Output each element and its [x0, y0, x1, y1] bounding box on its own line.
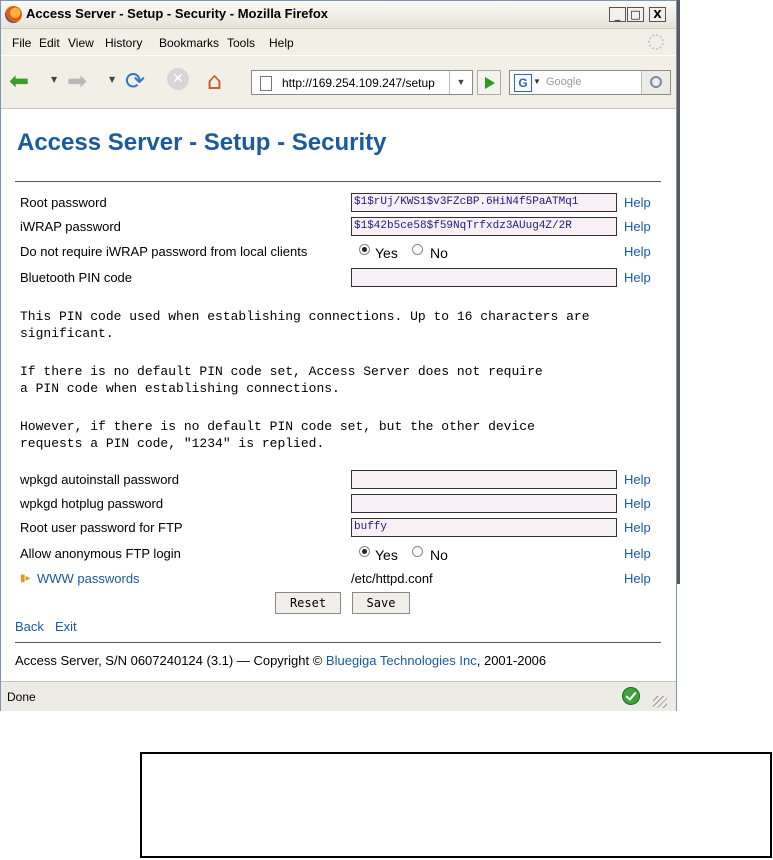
back-arrow-icon[interactable]: ⬅	[9, 67, 30, 95]
pin-info-line: a PIN code when establishing connections.	[20, 381, 340, 396]
url-text[interactable]: http://169.254.109.247/setup	[282, 76, 435, 90]
home-icon[interactable]: ⌂	[207, 67, 223, 95]
root-password-row	[20, 193, 660, 215]
menu-file[interactable]: File	[12, 36, 32, 50]
close-button[interactable]: X	[649, 7, 666, 22]
search-box[interactable]	[509, 70, 671, 95]
no-radio-label: No	[430, 245, 448, 261]
reload-icon[interactable]: ⟳	[125, 67, 146, 95]
pin-info-line: This PIN code used when establishing connections. Up to 16 characters are	[20, 309, 590, 324]
help-link[interactable]: Help	[624, 546, 651, 561]
wpkgd-hotplug-field[interactable]	[351, 494, 617, 513]
local-clients-label: Do not require iWRAP password from local clients	[20, 244, 308, 259]
engine-dropdown-icon[interactable]: ▼	[533, 77, 541, 86]
no-radio[interactable]	[412, 546, 423, 557]
help-link[interactable]: Help	[624, 195, 651, 210]
status-bar	[1, 681, 676, 711]
footer-years: , 2001-2006	[476, 653, 547, 668]
throbber-icon	[648, 34, 664, 50]
minimize-button[interactable]: _	[609, 7, 626, 22]
google-engine-icon[interactable]: G	[514, 74, 532, 92]
menu-bar	[1, 29, 676, 55]
status-text: Done	[7, 690, 36, 704]
window-title: Access Server - Setup - Security - Mozilla Firefox	[26, 6, 328, 21]
iwrap-password-row	[20, 217, 660, 239]
maximize-button[interactable]: □	[627, 7, 644, 22]
anonymous-ftp-row	[20, 544, 660, 566]
menu-tools[interactable]: Tools	[227, 36, 256, 50]
url-dropdown-icon[interactable]: ▼	[449, 71, 472, 94]
pin-code-field[interactable]	[351, 268, 617, 287]
title-bar	[1, 1, 676, 29]
url-bar[interactable]	[251, 70, 473, 95]
no-radio-label: No	[430, 547, 448, 563]
no-radio[interactable]	[412, 244, 423, 255]
go-button[interactable]	[477, 70, 501, 95]
forward-dropdown-icon[interactable]: ▼	[109, 75, 116, 84]
menu-view[interactable]: View	[68, 36, 94, 50]
forward-arrow-icon[interactable]: ➡	[67, 67, 88, 95]
pin-code-label: Bluetooth PIN code	[20, 270, 133, 285]
iwrap-password-field[interactable]: $1$42b5ce58$f59NqTrfxdz3AUug4Z/2R	[351, 217, 617, 236]
ftp-password-row	[20, 518, 660, 540]
pin-info-line: However, if there is no default PIN code set, but the other device	[20, 419, 535, 434]
root-password-field[interactable]: $1$rUj/KWS1$v3FZcBP.6HiN4f5PaATMq1	[351, 193, 617, 212]
page-title: Access Server - Setup - Security	[17, 129, 387, 156]
yes-radio-label: Yes	[375, 245, 398, 261]
save-button[interactable]: Save	[352, 592, 410, 614]
anonymous-ftp-label: Allow anonymous FTP login	[20, 546, 181, 561]
firefox-logo-icon	[5, 6, 22, 23]
back-link[interactable]: Back	[15, 619, 44, 634]
bluegiga-link[interactable]: Bluegiga Technologies Inc	[325, 653, 477, 668]
help-link[interactable]: Help	[624, 520, 651, 535]
wpkgd-hotplug-label: wpkgd hotplug password	[20, 496, 164, 511]
empty-box	[140, 752, 772, 858]
footer	[15, 653, 546, 668]
reset-button[interactable]: Reset	[275, 592, 341, 614]
stop-icon[interactable]: ✕	[167, 68, 189, 90]
ftp-password-label: Root user password for FTP	[20, 520, 183, 535]
wpkgd-autoinstall-field[interactable]	[351, 470, 617, 489]
exit-link[interactable]: Exit	[55, 619, 77, 634]
www-passwords-link[interactable]: WWW passwords	[37, 571, 140, 586]
local-clients-row	[20, 242, 660, 264]
pin-info-line: requests a PIN code, "1234" is replied.	[20, 436, 325, 451]
footer-text: Access Server, S/N 0607240124 (3.1) — Copyright ©	[15, 653, 323, 668]
help-link[interactable]: Help	[624, 472, 651, 487]
help-link[interactable]: Help	[624, 219, 651, 234]
yes-radio[interactable]	[359, 546, 370, 557]
page-icon	[260, 76, 272, 91]
menu-history[interactable]: History	[105, 36, 143, 50]
resize-grip-icon[interactable]	[653, 696, 667, 708]
window-shadow	[677, 0, 680, 584]
divider	[15, 642, 661, 643]
help-link[interactable]: Help	[624, 571, 651, 586]
wpkgd-autoinstall-row	[20, 470, 660, 492]
yes-radio-label: Yes	[375, 547, 398, 563]
pin-code-row	[20, 268, 660, 290]
wpkgd-hotplug-row	[20, 494, 660, 516]
help-link[interactable]: Help	[624, 244, 651, 259]
help-link[interactable]: Help	[624, 496, 651, 511]
ftp-password-field[interactable]: buffy	[351, 518, 617, 537]
divider	[15, 181, 661, 182]
wpkgd-autoinstall-label: wpkgd autoinstall password	[20, 472, 179, 487]
checkmark-icon	[622, 687, 640, 705]
www-passwords-value: /etc/httpd.conf	[351, 571, 433, 586]
pin-info-line: If there is no default PIN code set, Access Server does not require	[20, 364, 543, 379]
menu-edit[interactable]: Edit	[39, 36, 60, 50]
iwrap-password-label: iWRAP password	[20, 219, 121, 234]
expand-arrow-icon[interactable]: ▮▸	[20, 573, 31, 584]
menu-bookmarks[interactable]: Bookmarks	[159, 36, 220, 50]
search-button[interactable]	[641, 71, 670, 94]
help-link[interactable]: Help	[624, 270, 651, 285]
pin-info-line: significant.	[20, 326, 114, 341]
menu-help[interactable]: Help	[269, 36, 294, 50]
back-dropdown-icon[interactable]: ▼	[51, 75, 58, 84]
www-passwords-row	[20, 569, 660, 591]
yes-radio[interactable]	[359, 244, 370, 255]
search-input[interactable]: Google	[546, 76, 582, 88]
root-password-label: Root password	[20, 195, 107, 210]
